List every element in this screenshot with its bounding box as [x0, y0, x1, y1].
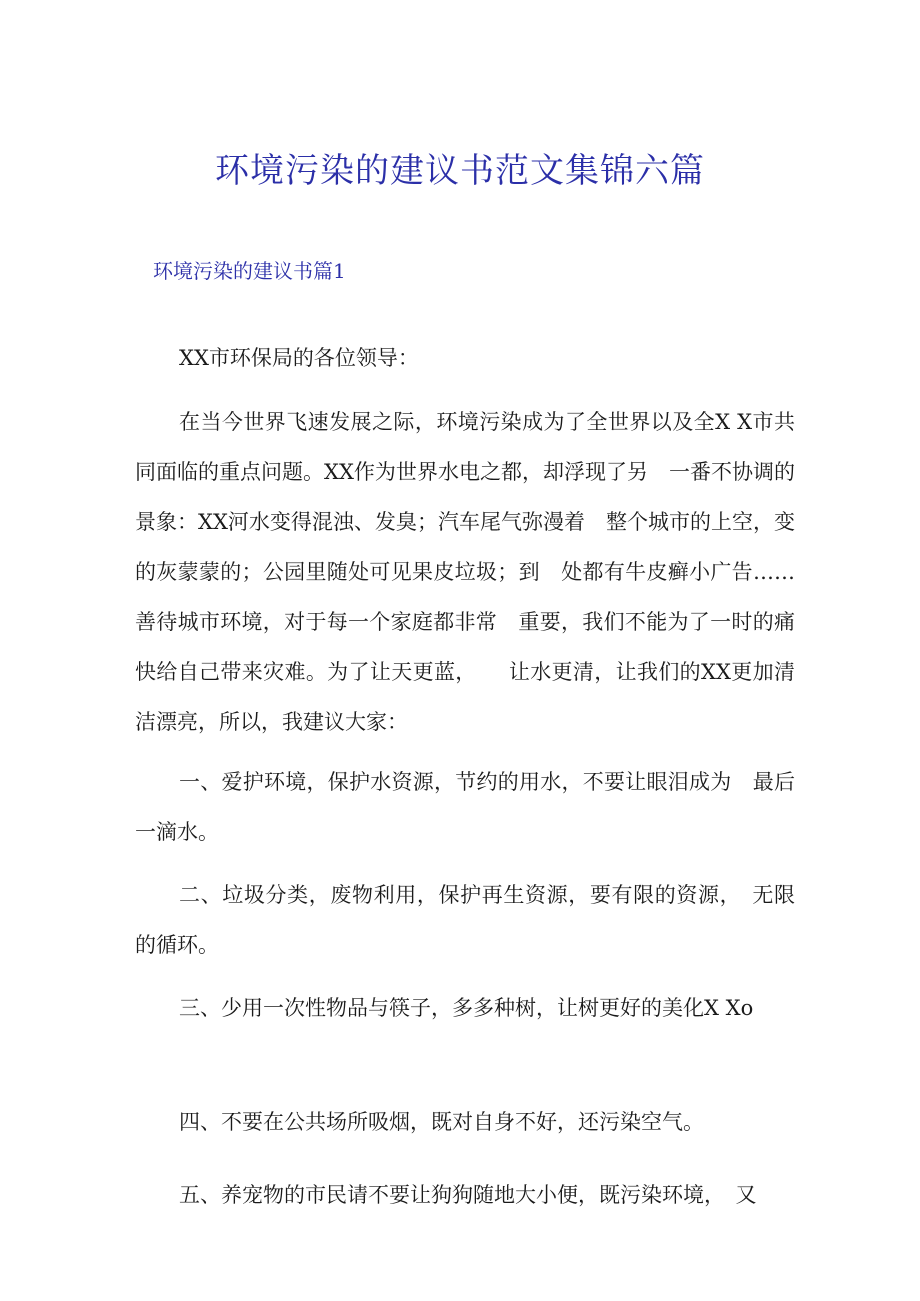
greeting-paragraph: XX市环保局的各位领导： [179, 346, 419, 370]
document-title: 环境污染的建议书范文集锦六篇 [215, 151, 705, 191]
suggestion-two: 二、垃圾分类，废物利用，保护再生资源，要有限的资源， 无限的循环。 [135, 883, 795, 957]
section-heading: 环境污染的建议书篇1 [153, 259, 346, 283]
suggestion-four: 四、不要在公共场所吸烟，既对自身不好，还污染空气。 [179, 1110, 704, 1134]
suggestion-three: 三、少用一次性物品与筷子，多多种树，让树更好的美化X Xo [179, 996, 754, 1020]
suggestion-one: 一、爱护环境，保护水资源，节约的用水，不要让眼泪成为 最后一滴水。 [135, 770, 795, 844]
suggestion-five: 五、养宠物的市民请不要让狗狗随地大小便，既污染环境， 又 [179, 1183, 757, 1207]
intro-paragraph: 在当今世界飞速发展之际，环境污染成为了全世界以及全X X市共同面临的重点问题。XX作为世界水电之都，却浮现了另 一番不协调的景象：XX河水变得混浊、发臭；汽车尾气弥漫着 整个城市的上空，变的灰蒙蒙的；公园里随处可见果皮垃圾；到 处都有牛皮癣小广告……善待城市环境，对于每一个家庭都非常 重要，我们不能为了一时的痛快给自己带来灾难。为了让天更蓝， 让水更清，让我们的XX更加清洁漂亮，所以，我建议大家： [135, 410, 795, 734]
